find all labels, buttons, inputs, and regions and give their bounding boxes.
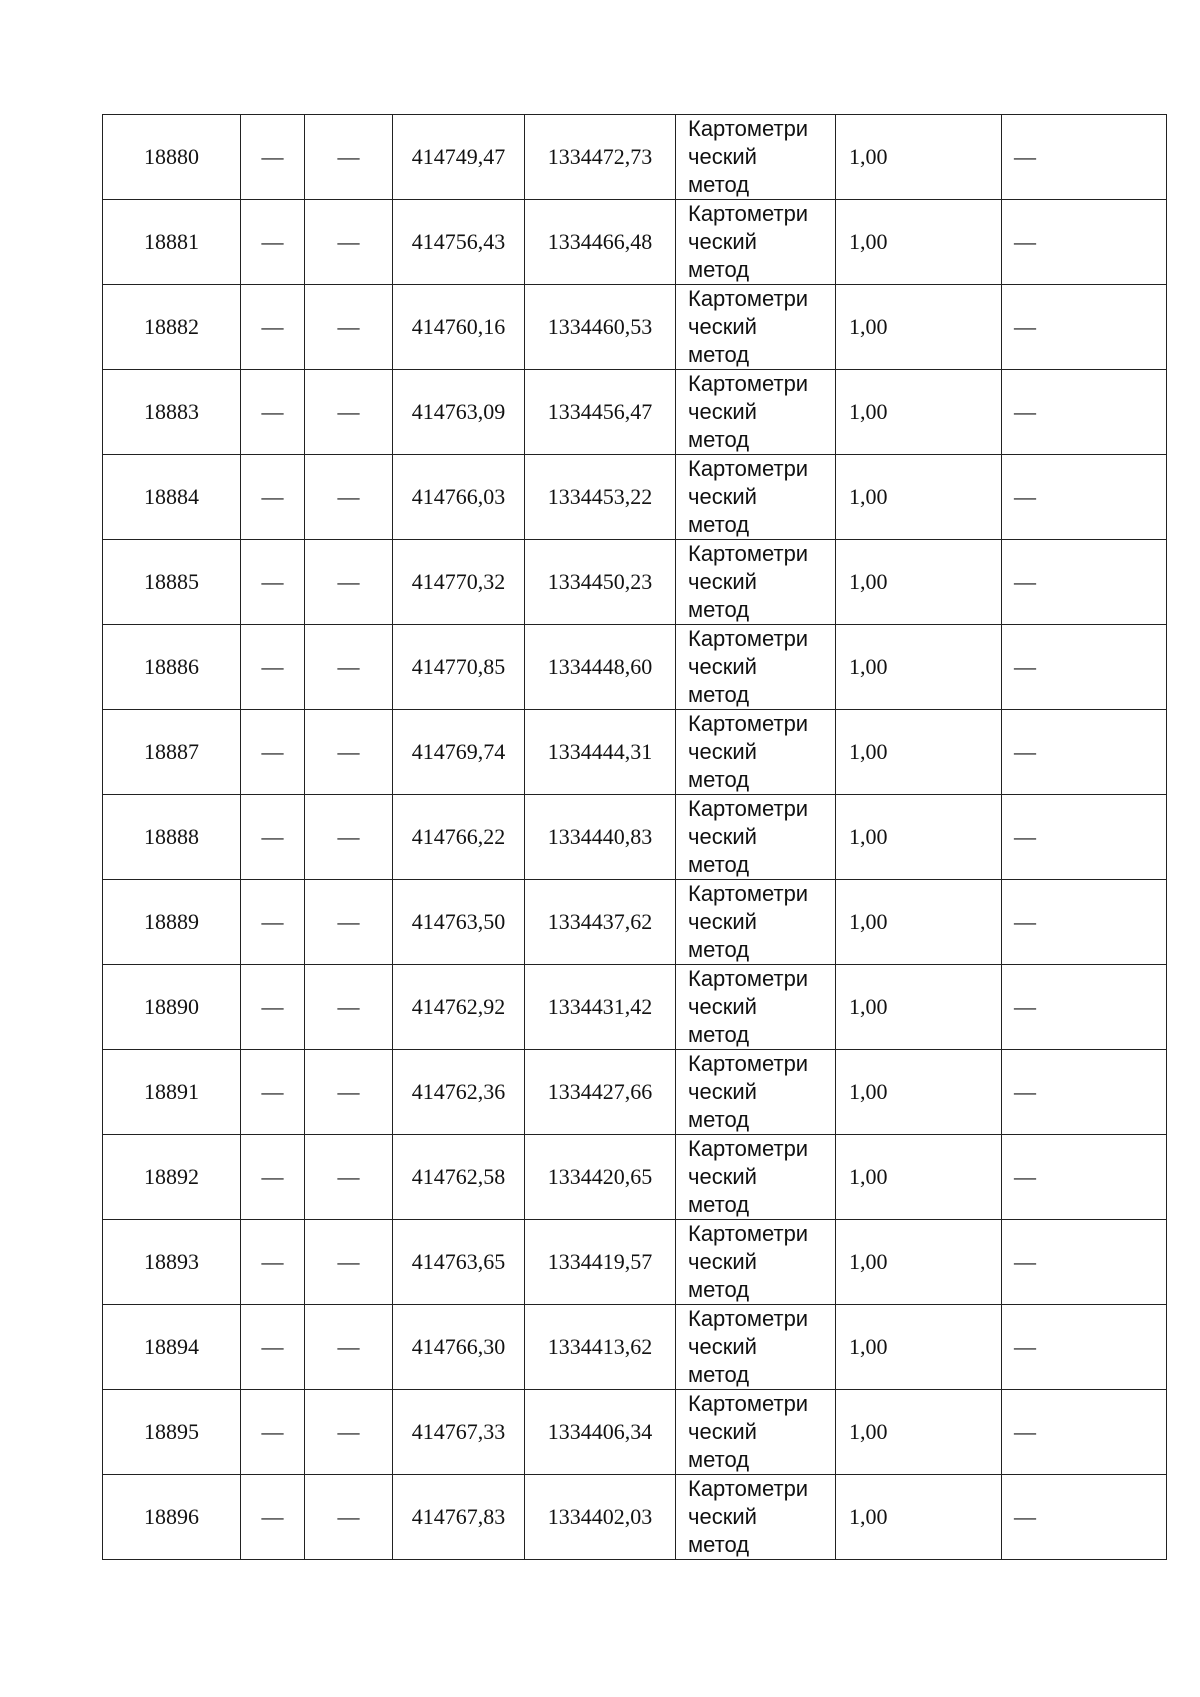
accuracy-cell: 1,00 bbox=[836, 1220, 1002, 1305]
method-cell bbox=[676, 200, 836, 285]
empty-coord-cell: — bbox=[305, 1135, 393, 1220]
method-text-line: метод bbox=[688, 427, 750, 452]
description-cell: — bbox=[1002, 625, 1167, 710]
accuracy-cell: 1,00 bbox=[836, 1390, 1002, 1475]
empty-coord-cell: — bbox=[305, 455, 393, 540]
method-text-line: Картометри bbox=[688, 966, 809, 991]
y-coordinate-cell: 1334448,60 bbox=[525, 625, 676, 710]
accuracy-cell: 1,00 bbox=[836, 965, 1002, 1050]
x-coordinate-cell: 414770,85 bbox=[393, 625, 525, 710]
method-cell bbox=[676, 455, 836, 540]
y-coordinate-cell: 1334440,83 bbox=[525, 795, 676, 880]
method-text-line: ческий bbox=[688, 1249, 757, 1274]
empty-coord-cell: — bbox=[241, 1050, 305, 1135]
method-cell bbox=[676, 370, 836, 455]
method-text-line: метод bbox=[688, 1277, 750, 1302]
accuracy-cell: 1,00 bbox=[836, 115, 1002, 200]
table-row bbox=[103, 455, 1167, 540]
method-text-line: Картометри bbox=[688, 1051, 809, 1076]
accuracy-cell: 1,00 bbox=[836, 625, 1002, 710]
x-coordinate-cell: 414756,43 bbox=[393, 200, 525, 285]
method-text-line: ческий bbox=[688, 569, 757, 594]
description-cell: — bbox=[1002, 965, 1167, 1050]
description-cell: — bbox=[1002, 1390, 1167, 1475]
y-coordinate-cell: 1334431,42 bbox=[525, 965, 676, 1050]
method-text-line: Картометри bbox=[688, 796, 809, 821]
x-coordinate-cell: 414762,58 bbox=[393, 1135, 525, 1220]
description-cell: — bbox=[1002, 115, 1167, 200]
table-row bbox=[103, 285, 1167, 370]
method-cell bbox=[676, 285, 836, 370]
point-number-cell: 18896 bbox=[103, 1475, 241, 1560]
accuracy-cell: 1,00 bbox=[836, 1475, 1002, 1560]
description-cell: — bbox=[1002, 1220, 1167, 1305]
empty-coord-cell: — bbox=[305, 1220, 393, 1305]
empty-coord-cell: — bbox=[305, 710, 393, 795]
description-cell: — bbox=[1002, 710, 1167, 795]
method-text-line: Картометри bbox=[688, 626, 809, 651]
description-cell: — bbox=[1002, 1050, 1167, 1135]
empty-coord-cell: — bbox=[241, 200, 305, 285]
method-cell bbox=[676, 540, 836, 625]
x-coordinate-cell: 414762,92 bbox=[393, 965, 525, 1050]
table-row bbox=[103, 370, 1167, 455]
y-coordinate-cell: 1334427,66 bbox=[525, 1050, 676, 1135]
y-coordinate-cell: 1334420,65 bbox=[525, 1135, 676, 1220]
point-number-cell: 18884 bbox=[103, 455, 241, 540]
method-text-line: метод bbox=[688, 1107, 750, 1132]
method-cell bbox=[676, 625, 836, 710]
x-coordinate-cell: 414766,30 bbox=[393, 1305, 525, 1390]
point-number-cell: 18889 bbox=[103, 880, 241, 965]
method-text-line: ческий bbox=[688, 1164, 757, 1189]
x-coordinate-cell: 414766,22 bbox=[393, 795, 525, 880]
method-text-line: Картометри bbox=[688, 116, 809, 141]
empty-coord-cell: — bbox=[305, 795, 393, 880]
method-text-line: Картометри bbox=[688, 456, 809, 481]
empty-coord-cell: — bbox=[305, 115, 393, 200]
method-cell bbox=[676, 880, 836, 965]
description-cell: — bbox=[1002, 1305, 1167, 1390]
method-cell bbox=[676, 795, 836, 880]
method-cell bbox=[676, 965, 836, 1050]
point-number-cell: 18891 bbox=[103, 1050, 241, 1135]
method-text-line: Картометри bbox=[688, 541, 809, 566]
point-number-cell: 18881 bbox=[103, 200, 241, 285]
point-number-cell: 18883 bbox=[103, 370, 241, 455]
method-text-line: Картометри bbox=[688, 286, 809, 311]
y-coordinate-cell: 1334444,31 bbox=[525, 710, 676, 795]
point-number-cell: 18892 bbox=[103, 1135, 241, 1220]
empty-coord-cell: — bbox=[241, 1390, 305, 1475]
table-row bbox=[103, 1220, 1167, 1305]
description-cell: — bbox=[1002, 200, 1167, 285]
description-cell: — bbox=[1002, 880, 1167, 965]
y-coordinate-cell: 1334456,47 bbox=[525, 370, 676, 455]
point-number-cell: 18880 bbox=[103, 115, 241, 200]
empty-coord-cell: — bbox=[305, 880, 393, 965]
empty-coord-cell: — bbox=[241, 880, 305, 965]
y-coordinate-cell: 1334406,34 bbox=[525, 1390, 676, 1475]
empty-coord-cell: — bbox=[241, 455, 305, 540]
point-number-cell: 18895 bbox=[103, 1390, 241, 1475]
method-text-line: метод bbox=[688, 767, 750, 792]
accuracy-cell: 1,00 bbox=[836, 1050, 1002, 1135]
method-text-line: ческий bbox=[688, 739, 757, 764]
method-text-line: Картометри bbox=[688, 1476, 809, 1501]
table-row bbox=[103, 1305, 1167, 1390]
table-row bbox=[103, 625, 1167, 710]
x-coordinate-cell: 414763,09 bbox=[393, 370, 525, 455]
point-number-cell: 18886 bbox=[103, 625, 241, 710]
accuracy-cell: 1,00 bbox=[836, 795, 1002, 880]
empty-coord-cell: — bbox=[305, 625, 393, 710]
empty-coord-cell: — bbox=[241, 370, 305, 455]
empty-coord-cell: — bbox=[241, 115, 305, 200]
description-cell: — bbox=[1002, 1135, 1167, 1220]
method-text-line: метод bbox=[688, 512, 750, 537]
x-coordinate-cell: 414760,16 bbox=[393, 285, 525, 370]
accuracy-cell: 1,00 bbox=[836, 200, 1002, 285]
empty-coord-cell: — bbox=[305, 1050, 393, 1135]
description-cell: — bbox=[1002, 285, 1167, 370]
empty-coord-cell: — bbox=[241, 1475, 305, 1560]
method-cell bbox=[676, 1305, 836, 1390]
method-text-line: метод bbox=[688, 1192, 750, 1217]
y-coordinate-cell: 1334419,57 bbox=[525, 1220, 676, 1305]
x-coordinate-cell: 414763,65 bbox=[393, 1220, 525, 1305]
table-row bbox=[103, 965, 1167, 1050]
method-cell bbox=[676, 1135, 836, 1220]
y-coordinate-cell: 1334472,73 bbox=[525, 115, 676, 200]
accuracy-cell: 1,00 bbox=[836, 540, 1002, 625]
method-text-line: Картометри bbox=[688, 1391, 809, 1416]
method-text-line: метод bbox=[688, 1447, 750, 1472]
method-text-line: метод bbox=[688, 1022, 750, 1047]
x-coordinate-cell: 414767,83 bbox=[393, 1475, 525, 1560]
method-text-line: метод bbox=[688, 682, 750, 707]
method-text-line: Картометри bbox=[688, 371, 809, 396]
method-text-line: ческий bbox=[688, 144, 757, 169]
x-coordinate-cell: 414763,50 bbox=[393, 880, 525, 965]
accuracy-cell: 1,00 bbox=[836, 455, 1002, 540]
table-row bbox=[103, 1390, 1167, 1475]
table-row bbox=[103, 200, 1167, 285]
point-number-cell: 18885 bbox=[103, 540, 241, 625]
empty-coord-cell: — bbox=[241, 285, 305, 370]
table-row bbox=[103, 1135, 1167, 1220]
empty-coord-cell: — bbox=[305, 1475, 393, 1560]
accuracy-cell: 1,00 bbox=[836, 285, 1002, 370]
description-cell: — bbox=[1002, 370, 1167, 455]
method-text-line: метод bbox=[688, 852, 750, 877]
method-text-line: ческий bbox=[688, 229, 757, 254]
method-text-line: ческий bbox=[688, 314, 757, 339]
method-text-line: ческий bbox=[688, 1079, 757, 1104]
method-text-line: ческий bbox=[688, 1334, 757, 1359]
y-coordinate-cell: 1334466,48 bbox=[525, 200, 676, 285]
x-coordinate-cell: 414766,03 bbox=[393, 455, 525, 540]
y-coordinate-cell: 1334437,62 bbox=[525, 880, 676, 965]
method-cell bbox=[676, 710, 836, 795]
point-number-cell: 18882 bbox=[103, 285, 241, 370]
method-text-line: ческий bbox=[688, 484, 757, 509]
empty-coord-cell: — bbox=[241, 625, 305, 710]
empty-coord-cell: — bbox=[305, 1305, 393, 1390]
empty-coord-cell: — bbox=[241, 1135, 305, 1220]
empty-coord-cell: — bbox=[241, 1305, 305, 1390]
point-number-cell: 18888 bbox=[103, 795, 241, 880]
method-text-line: метод bbox=[688, 257, 750, 282]
method-text-line: метод bbox=[688, 937, 750, 962]
method-cell bbox=[676, 1475, 836, 1560]
method-text-line: Картометри bbox=[688, 201, 809, 226]
method-text-line: ческий bbox=[688, 1504, 757, 1529]
method-text-line: ческий bbox=[688, 824, 757, 849]
method-text-line: ческий bbox=[688, 909, 757, 934]
table-row bbox=[103, 115, 1167, 200]
method-text-line: Картометри bbox=[688, 881, 809, 906]
y-coordinate-cell: 1334453,22 bbox=[525, 455, 676, 540]
y-coordinate-cell: 1334402,03 bbox=[525, 1475, 676, 1560]
empty-coord-cell: — bbox=[305, 285, 393, 370]
method-text-line: Картометри bbox=[688, 1306, 809, 1331]
point-number-cell: 18890 bbox=[103, 965, 241, 1050]
description-cell: — bbox=[1002, 1475, 1167, 1560]
method-text-line: ческий bbox=[688, 994, 757, 1019]
empty-coord-cell: — bbox=[305, 540, 393, 625]
x-coordinate-cell: 414770,32 bbox=[393, 540, 525, 625]
accuracy-cell: 1,00 bbox=[836, 880, 1002, 965]
method-text-line: метод bbox=[688, 1362, 750, 1387]
accuracy-cell: 1,00 bbox=[836, 710, 1002, 795]
table-row bbox=[103, 880, 1167, 965]
point-number-cell: 18887 bbox=[103, 710, 241, 795]
description-cell: — bbox=[1002, 795, 1167, 880]
point-number-cell: 18894 bbox=[103, 1305, 241, 1390]
description-cell: — bbox=[1002, 540, 1167, 625]
empty-coord-cell: — bbox=[241, 795, 305, 880]
y-coordinate-cell: 1334450,23 bbox=[525, 540, 676, 625]
accuracy-cell: 1,00 bbox=[836, 1305, 1002, 1390]
empty-coord-cell: — bbox=[305, 370, 393, 455]
accuracy-cell: 1,00 bbox=[836, 1135, 1002, 1220]
method-text-line: ческий bbox=[688, 654, 757, 679]
empty-coord-cell: — bbox=[305, 200, 393, 285]
method-text-line: метод bbox=[688, 597, 750, 622]
method-text-line: метод bbox=[688, 1532, 750, 1557]
method-cell bbox=[676, 1390, 836, 1475]
empty-coord-cell: — bbox=[241, 965, 305, 1050]
table-body bbox=[103, 115, 1167, 1560]
y-coordinate-cell: 1334460,53 bbox=[525, 285, 676, 370]
accuracy-cell: 1,00 bbox=[836, 370, 1002, 455]
table-row bbox=[103, 540, 1167, 625]
method-cell bbox=[676, 1050, 836, 1135]
table-row bbox=[103, 1050, 1167, 1135]
x-coordinate-cell: 414769,74 bbox=[393, 710, 525, 795]
x-coordinate-cell: 414767,33 bbox=[393, 1390, 525, 1475]
method-text-line: Картометри bbox=[688, 1136, 809, 1161]
point-number-cell: 18893 bbox=[103, 1220, 241, 1305]
method-text-line: ческий bbox=[688, 1419, 757, 1444]
x-coordinate-cell: 414749,47 bbox=[393, 115, 525, 200]
method-cell bbox=[676, 115, 836, 200]
empty-coord-cell: — bbox=[241, 1220, 305, 1305]
method-text-line: метод bbox=[688, 172, 750, 197]
method-text-line: ческий bbox=[688, 399, 757, 424]
x-coordinate-cell: 414762,36 bbox=[393, 1050, 525, 1135]
y-coordinate-cell: 1334413,62 bbox=[525, 1305, 676, 1390]
empty-coord-cell: — bbox=[241, 710, 305, 795]
empty-coord-cell: — bbox=[305, 965, 393, 1050]
method-text-line: Картометри bbox=[688, 1221, 809, 1246]
empty-coord-cell: — bbox=[305, 1390, 393, 1475]
method-text-line: метод bbox=[688, 342, 750, 367]
description-cell: — bbox=[1002, 455, 1167, 540]
table-row bbox=[103, 710, 1167, 795]
method-text-line: Картометри bbox=[688, 711, 809, 736]
empty-coord-cell: — bbox=[241, 540, 305, 625]
table-row bbox=[103, 1475, 1167, 1560]
table-row bbox=[103, 795, 1167, 880]
coordinates-table bbox=[102, 114, 1167, 1560]
method-cell bbox=[676, 1220, 836, 1305]
